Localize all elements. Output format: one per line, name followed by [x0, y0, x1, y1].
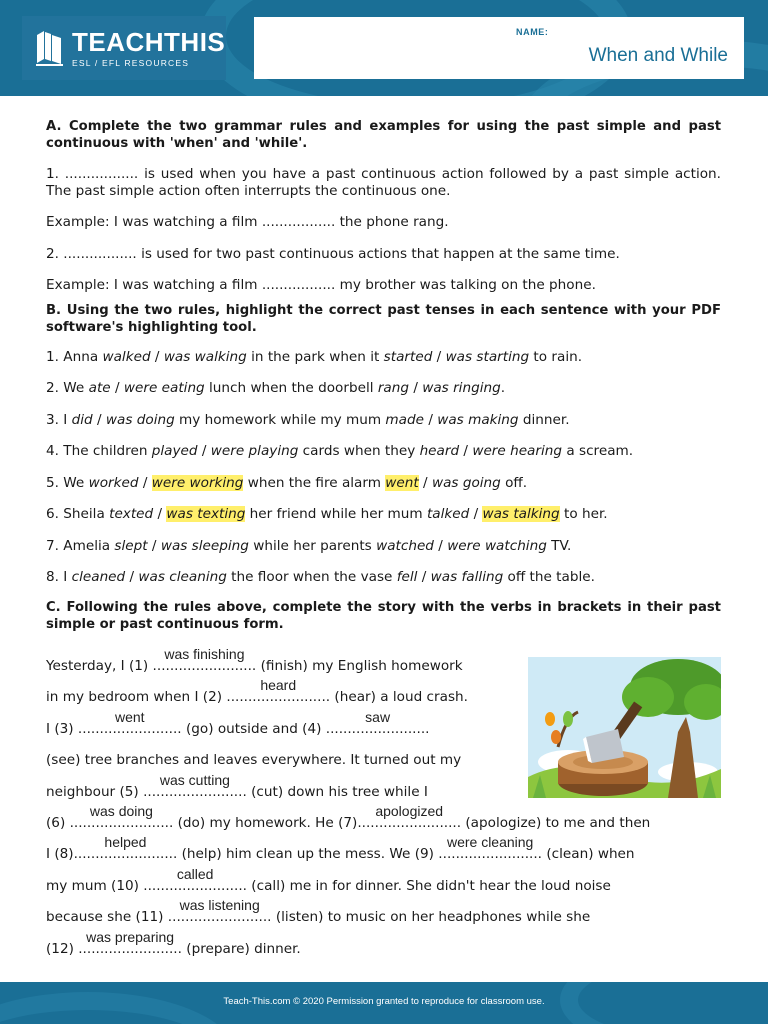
rule-1: 1. ................. is used when you have a past continuous action followed by a past simple action. The past simple action often interrupts the continuous one. [46, 166, 721, 199]
tense-option[interactable]: slept [114, 537, 148, 554]
story-text-segment: (do) my homework. He (7) [173, 814, 358, 831]
story-text-segment: I (3) [46, 720, 78, 737]
story-text-segment: I (8) [46, 846, 74, 863]
story-text-segment: because she (11) [46, 909, 168, 926]
sentence-2 [46, 380, 721, 396]
sentence-text: / [459, 443, 473, 459]
sentence-text: a scream. [562, 443, 634, 459]
story-text-segment: (6) [46, 814, 70, 831]
filled-answer[interactable]: was preparing [86, 928, 175, 945]
tense-option[interactable]: played [151, 443, 198, 459]
tense-option[interactable]: cleaned [71, 569, 126, 585]
filled-answer[interactable]: called [176, 865, 214, 882]
tense-option[interactable]: did [71, 411, 93, 428]
blank-dots: ........................ [77, 720, 182, 737]
tense-option[interactable]: was talking [482, 506, 560, 522]
sentence-text: my homework while my mum [174, 411, 386, 428]
tense-option[interactable]: was cleaning [138, 569, 227, 585]
sentence-text: 6. Sheila [46, 506, 110, 522]
tense-option[interactable]: was walking [163, 348, 247, 365]
story-text-segment: in my bedroom when I (2) [46, 689, 227, 706]
sentence-1 [46, 349, 721, 365]
sentence-text: off the table. [503, 569, 595, 585]
tense-option[interactable]: talked [426, 506, 470, 522]
footer-copyright: Teach-This.com © 2020 Permission granted to reproduce for classroom use. [223, 996, 545, 1007]
sentence-text: / [418, 474, 432, 491]
tense-option[interactable]: heard [419, 443, 460, 459]
answer-blank[interactable] [226, 677, 331, 711]
sentence-text: / [433, 537, 448, 554]
sentence-text: . [500, 380, 506, 396]
blank-dots: ........................ [325, 720, 430, 737]
header-banner [0, 0, 768, 96]
tense-option[interactable]: watched [376, 537, 434, 554]
answer-blank[interactable] [167, 897, 272, 931]
story-text-segment: (go) outside and (4) [181, 720, 326, 737]
section-b-heading: B. Using the two rules, highlight the correct past tenses in each sentence with your PDF software's highlighting tool. [46, 302, 721, 335]
blank-dots: ........................ [69, 814, 174, 831]
filled-answer[interactable]: heard [260, 677, 297, 694]
tense-option[interactable]: were hearing [472, 443, 563, 459]
story-text-segment: (help) him clean up the mess. We (9) [177, 846, 439, 863]
story-text-segment: Yesterday, I (1) [46, 658, 153, 674]
story-text-segment: (clean) when [542, 846, 635, 863]
sentence-text: 1. Anna [46, 348, 103, 365]
sentence-text: / [150, 348, 164, 365]
story-text-segment: (hear) a loud crash. [330, 689, 468, 706]
filled-answer[interactable]: was cutting [159, 771, 230, 788]
story-text-segment: (12) [46, 940, 79, 957]
example-2: Example: I was watching a film ................. my brother was talking on the phone. [46, 277, 596, 293]
tense-option[interactable]: was falling [430, 569, 504, 585]
blank-dots: ........................ [438, 846, 543, 863]
filled-answer[interactable]: was doing [89, 802, 153, 819]
blank-dots: ........................ [143, 877, 247, 894]
answer-blank[interactable] [438, 834, 543, 868]
story-text-segment: (listen) to music on her headphones while she [271, 909, 591, 926]
sentence-text: / [409, 380, 423, 396]
tense-option[interactable]: was starting [445, 348, 530, 365]
sentence-text: TV. [546, 537, 572, 554]
teachthis-logo [22, 16, 226, 80]
title-panel [254, 17, 744, 79]
sentence-text: to her. [559, 506, 608, 522]
blank-dots: ........................ [167, 909, 272, 926]
sentence-text: 4. The children [46, 443, 152, 459]
tense-option[interactable]: fell [396, 569, 418, 585]
tense-option[interactable]: texted [109, 506, 154, 522]
tense-option[interactable]: was ringing [422, 380, 501, 396]
sentence-text: / [147, 537, 161, 554]
story-text-segment: (finish) my English homework [256, 658, 463, 674]
sentence-7 [46, 538, 721, 554]
filled-answer[interactable]: was finishing [164, 646, 245, 662]
sentence-text: / [469, 506, 483, 522]
tense-option[interactable]: were watching [447, 537, 547, 554]
tense-option[interactable]: were eating [123, 380, 205, 396]
story-text-segment: my mum (10) [46, 877, 144, 894]
sentence-text: dinner. [518, 411, 570, 428]
sentence-text: 5. We [46, 474, 89, 491]
story-line [46, 865, 726, 903]
logo-title: TEACHTHIS [72, 26, 226, 57]
blank-dots: ........................ [78, 940, 182, 957]
tense-option[interactable]: was sleeping [160, 537, 249, 554]
sentence-text: 7. Amelia [46, 537, 115, 554]
blank-dots: ........................ [357, 814, 462, 831]
sentence-text: / [153, 506, 167, 522]
story-text-segment: (apologize) to me and then [461, 814, 651, 831]
sentence-text: / [110, 380, 124, 396]
answer-blank[interactable] [77, 708, 182, 743]
sentence-text: / [125, 569, 139, 585]
sentence-text: 2. We [46, 380, 89, 396]
sentence-text: 8. I [46, 569, 72, 585]
sentence-text: / [197, 443, 211, 459]
story-text-segment: (see) tree branches and leaves everywhere. It turned out my [46, 752, 462, 769]
section-b-sentences [46, 349, 721, 586]
filled-answer[interactable]: was listening [179, 897, 260, 914]
tense-option[interactable]: started [383, 348, 433, 365]
sentence-text: while her parents [248, 537, 377, 554]
sentence-text: the floor when the vase [226, 569, 397, 585]
tense-option[interactable]: were playing [210, 443, 299, 459]
tree-axe-illustration [528, 657, 721, 798]
blank-dots: ........................ [73, 846, 178, 863]
tense-option[interactable]: was going [431, 474, 501, 491]
filled-answer[interactable]: went [114, 708, 145, 725]
rule-2: 2. ................. is used for two past continuous actions that happen at the same time. [46, 245, 620, 262]
section-c-heading: C. Following the rules above, complete the story with the verbs in brackets in their past simple or past continuous form. [46, 599, 721, 632]
tense-option[interactable]: was texting [166, 506, 246, 522]
filled-answer[interactable]: helped [104, 834, 147, 851]
sentence-text: off. [500, 474, 528, 491]
sentence-text: her friend while her mum [245, 506, 427, 522]
story-text-segment: neighbour (5) [46, 783, 144, 800]
name-label: NAME: [516, 27, 549, 37]
tense-option[interactable]: rang [377, 380, 409, 396]
blank-dots: ........................ [143, 783, 247, 800]
tense-option[interactable]: made [385, 411, 424, 428]
sentence-6 [46, 506, 721, 522]
answer-blank[interactable] [78, 928, 182, 963]
tense-option[interactable]: walked [102, 348, 151, 365]
worksheet-title: When and While [588, 45, 728, 66]
tense-option[interactable]: was doing [105, 411, 175, 428]
tense-option[interactable]: were working [151, 474, 244, 491]
sentence-text: lunch when the doorbell [204, 380, 378, 396]
tense-option[interactable]: was making [437, 411, 519, 428]
example-1: Example: I was watching a film ................. the phone rang. [46, 214, 449, 230]
sentence-5 [46, 475, 721, 491]
sentence-text: / [92, 411, 106, 428]
worksheet-body [46, 118, 721, 641]
filled-answer[interactable]: were cleaning [446, 834, 534, 851]
sentence-text: / [417, 569, 431, 585]
sentence-4 [46, 443, 721, 459]
sentence-text: / [432, 348, 446, 365]
sentence-text: when the fire alarm [243, 474, 386, 491]
tense-option[interactable]: went [385, 474, 419, 491]
tense-option[interactable]: ate [88, 380, 111, 396]
sentence-text: / [138, 474, 152, 491]
sentence-8 [46, 569, 721, 585]
blank-dots: ........................ [226, 689, 331, 706]
filled-answer[interactable]: saw [365, 708, 391, 725]
answer-blank[interactable] [325, 708, 430, 743]
section-a-heading: A. Complete the two grammar rules and examples for using the past simple and past continuous with 'when' and 'while'. [46, 119, 721, 151]
logo-subtitle: ESL / EFL RESOURCES [72, 57, 190, 68]
blank-dots: ........................ [152, 658, 257, 674]
footer-banner [0, 982, 768, 1024]
story-text-segment: (cut) down his tree while I [246, 783, 428, 800]
sentence-text: in the park when it [246, 348, 384, 365]
story-text-segment: (prepare) dinner. [181, 940, 301, 957]
story-text-segment: (call) me in for dinner. She didn't hear the loud noise [246, 877, 611, 894]
tense-option[interactable]: worked [88, 474, 139, 491]
sentence-text: / [424, 411, 438, 428]
filled-answer[interactable]: apologized [375, 802, 444, 819]
sentence-text: 3. I [46, 411, 72, 428]
story-line [46, 928, 726, 966]
sentence-text: to rain. [529, 348, 583, 365]
sentence-3 [46, 412, 721, 428]
book-logo-icon [34, 29, 66, 67]
sentence-text: cards when they [298, 443, 420, 459]
